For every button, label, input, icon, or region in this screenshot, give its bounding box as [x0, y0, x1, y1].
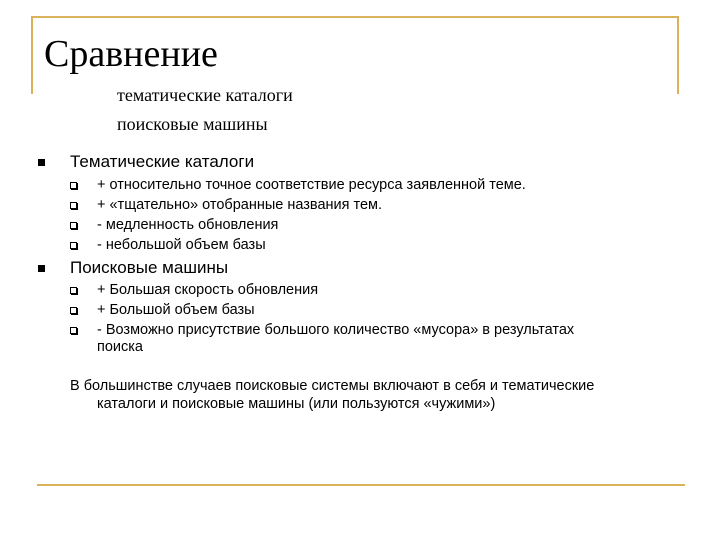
summary-line: В большинстве случаев поисковые системы включают в себя и тематические [70, 378, 595, 394]
slide-title: Сравнение [44, 33, 218, 75]
list-item: + относительно точное соответствие ресурса заявленной теме. [97, 177, 526, 193]
summary-line: каталоги и поисковые машины (или пользуются «чужими») [97, 396, 496, 412]
section-bullet-icon [38, 159, 45, 166]
list-bullet-icon [70, 242, 77, 249]
list-item: - небольшой объем базы [97, 237, 266, 253]
list-item: - медленность обновления [97, 217, 279, 233]
list-bullet-icon [70, 327, 77, 334]
section-bullet-icon [38, 265, 45, 272]
subtitle-search-engines: поисковые машины [117, 114, 268, 134]
section-heading-search-engines: Поисковые машины [70, 258, 229, 277]
list-bullet-icon [70, 202, 77, 209]
frame-left-line [31, 16, 33, 94]
section-heading-catalogs: Тематические каталоги [70, 152, 255, 171]
list-bullet-icon [70, 182, 77, 189]
subtitle-catalogs: тематические каталоги [117, 85, 293, 105]
frame-right-line [677, 16, 679, 94]
frame-top-line [31, 16, 679, 18]
list-bullet-icon [70, 287, 77, 294]
frame-bottom-line [37, 484, 685, 486]
list-bullet-icon [70, 222, 77, 229]
list-item: + «тщательно» отобранные названия тем. [97, 197, 383, 213]
list-item-continuation: поиска [97, 339, 143, 355]
list-item: - Возможно присутствие большого количество «мусора» в результатах [97, 322, 575, 338]
list-item: + Большая скорость обновления [97, 282, 319, 298]
list-item: + Большой объем базы [97, 302, 255, 318]
list-bullet-icon [70, 307, 77, 314]
